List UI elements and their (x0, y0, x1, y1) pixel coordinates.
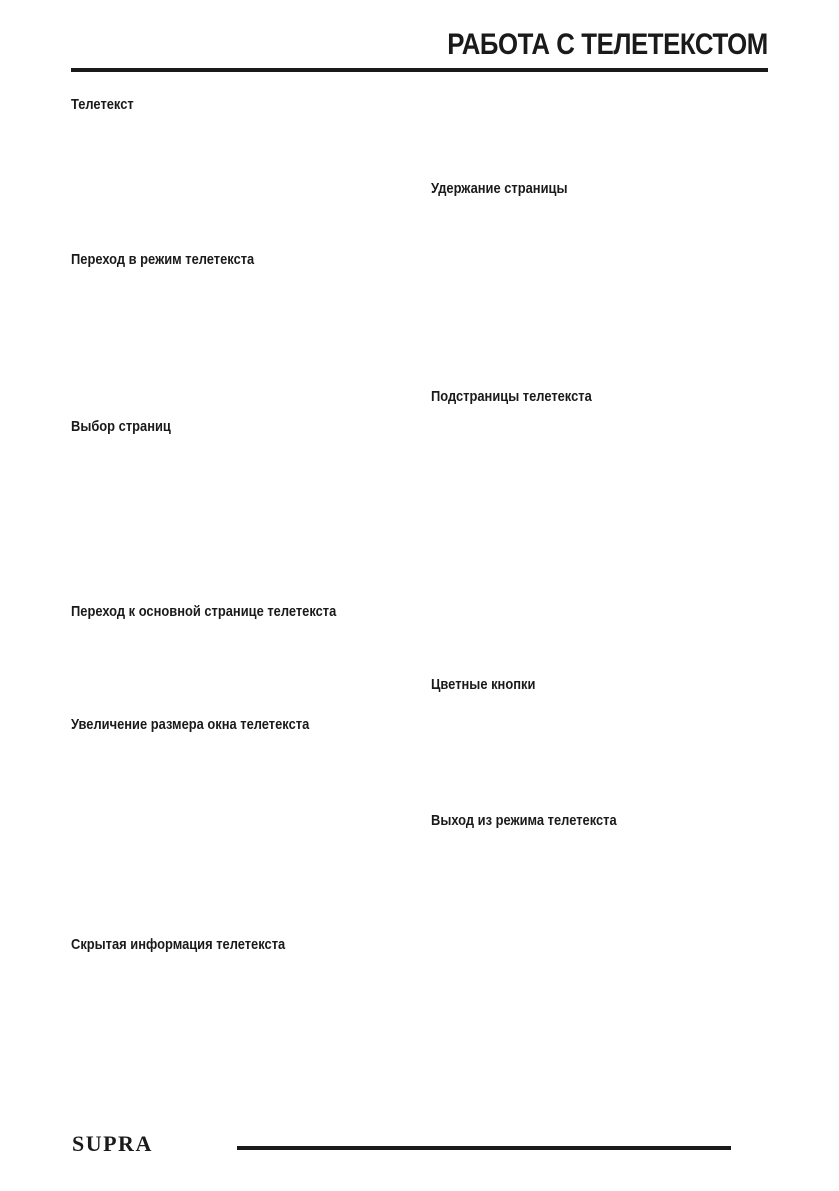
heading-teletext: Телетекст (71, 96, 134, 113)
brand-logo: SUPRA (72, 1131, 153, 1156)
heading-enter-teletext: Переход в режим телетекста (71, 251, 255, 268)
heading-color-buttons: Цветные кнопки (431, 676, 536, 693)
heading-hidden-info: Скрытая информация телетекста (71, 936, 286, 953)
heading-exit-teletext: Выход из режима телетекста (431, 812, 617, 829)
heading-page-selection: Выбор страниц (71, 418, 171, 435)
heading-index-page: Переход к основной странице телетекста (71, 603, 337, 620)
heading-page-hold: Удержание страницы (431, 180, 568, 197)
heading-subpages: Подстраницы телетекста (431, 388, 592, 405)
page-title: РАБОТА С ТЕЛЕТЕКСТОМ (447, 28, 768, 61)
footer-rule (237, 1146, 731, 1150)
heading-enlarge-window: Увеличение размера окна телетекста (71, 716, 310, 733)
header-rule (71, 68, 768, 72)
